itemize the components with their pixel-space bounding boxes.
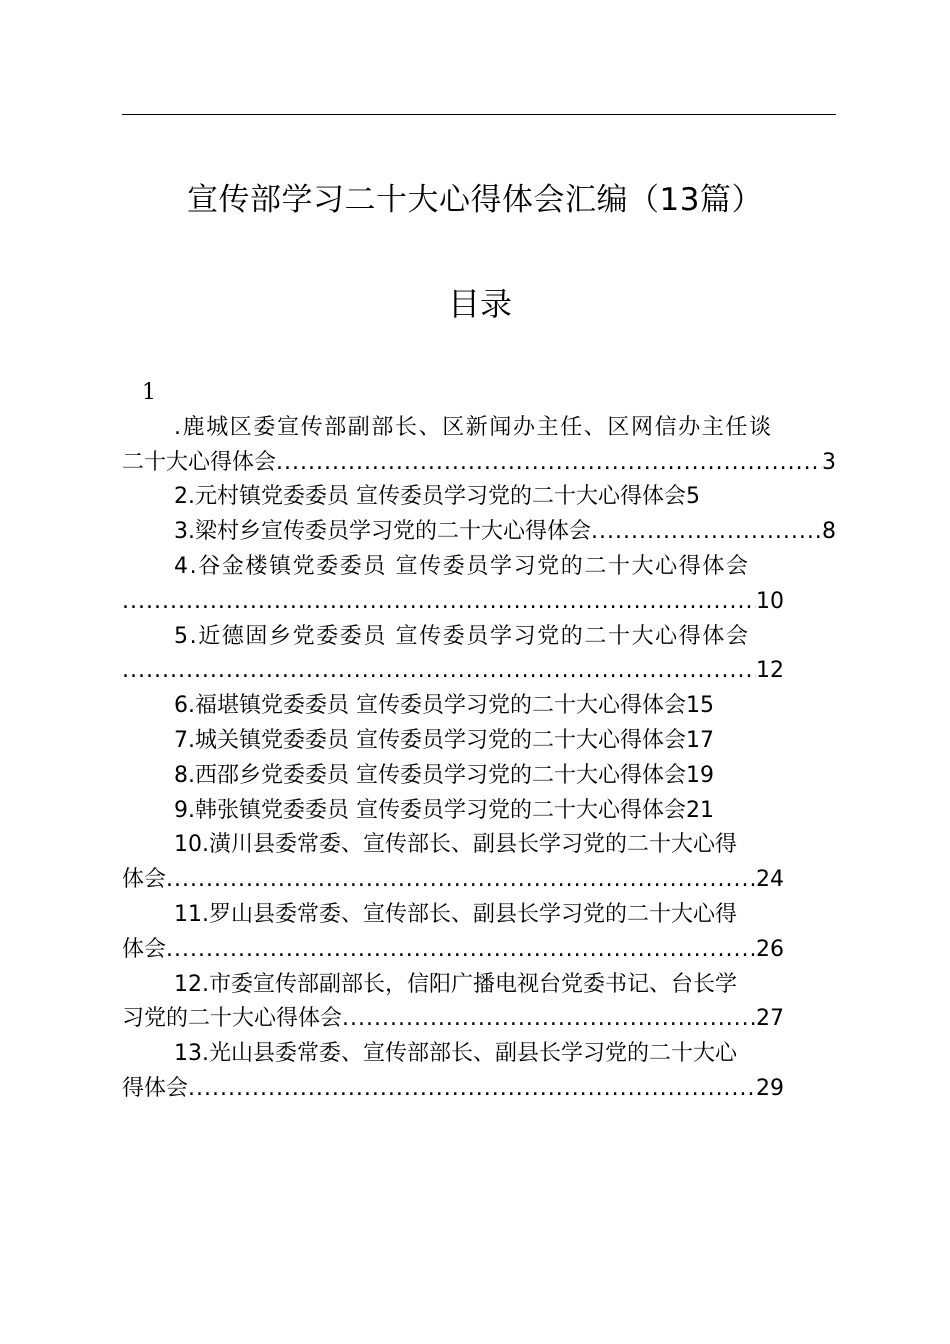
toc-entry-11-page: 26 xyxy=(756,936,784,962)
toc-entry-1-continuation[interactable] xyxy=(122,446,836,481)
toc-entry-6-page: 15 xyxy=(686,693,714,719)
toc-entry-1-title-cont: 二十大心得体会 xyxy=(122,449,277,475)
document-title: 宣传部学习二十大心得体会汇编（13篇） xyxy=(187,182,763,218)
toc-entry-10-title-cont: 体会 xyxy=(122,867,167,893)
toc-entry-1-number: 1 xyxy=(142,380,156,405)
toc-entry-8-title: 8.西邵乡党委委员 宣传委员学习党的二十大心得体会 xyxy=(174,762,686,788)
dot-leader xyxy=(166,863,756,898)
toc-entry-12-title[interactable]: 12.市委宣传部副部长，信阳广播电视台党委书记、台长学 xyxy=(174,971,737,997)
toc-entry-1-title[interactable]: .鹿城区委宣传部副部长、区新闻办主任、区网信办主任谈 xyxy=(174,414,773,440)
toc-entry-11-title-cont: 体会 xyxy=(122,936,167,962)
toc-entry-8[interactable] xyxy=(122,759,836,794)
toc-entry-6-title: 6.福堪镇党委委员 宣传委员学习党的二十大心得体会 xyxy=(174,693,686,719)
toc-entry-10-page: 24 xyxy=(756,867,784,893)
toc-entry-13-title[interactable]: 13.光山县委常委、宣传部部长、副县长学习党的二十大心 xyxy=(174,1041,737,1067)
toc-entry-3-title: 3.梁村乡宣传委员学习党的二十大心得体会 xyxy=(174,519,591,545)
toc-entry-12-page: 27 xyxy=(756,1006,784,1032)
toc-entry-4-title[interactable]: 4.谷金楼镇党委委员 宣传委员学习党的二十大心得体会 xyxy=(174,553,750,579)
dot-leader xyxy=(122,585,756,620)
toc-entry-13-page: 29 xyxy=(756,1075,784,1101)
dot-leader xyxy=(591,515,822,550)
header-rule xyxy=(122,114,836,115)
toc-entry-11-continuation[interactable] xyxy=(122,933,836,968)
toc-entry-9[interactable] xyxy=(122,794,836,829)
toc-entry-13-title-cont: 得体会 xyxy=(122,1075,189,1101)
toc-entry-8-page: 19 xyxy=(686,762,714,788)
toc-entry-11-title[interactable]: 11.罗山县委常委、宣传部长、副县长学习党的二十大心得 xyxy=(174,901,737,927)
dot-leader xyxy=(166,933,756,968)
toc-heading: 目录 xyxy=(447,285,512,323)
toc-entry-6[interactable] xyxy=(122,689,836,724)
toc-entry-5-continuation[interactable] xyxy=(122,654,836,689)
dot-leader xyxy=(342,1002,756,1037)
toc-entry-10-title[interactable]: 10.潢川县委常委、宣传部长、副县长学习党的二十大心得 xyxy=(174,832,737,858)
toc-entry-2[interactable] xyxy=(122,480,836,515)
table-of-contents xyxy=(122,376,836,1107)
toc-entry-4-page: 10 xyxy=(756,588,784,614)
toc-entry-2-page: 5 xyxy=(686,484,700,510)
toc-entry-1-page: 3 xyxy=(822,449,836,475)
toc-entry-9-page: 21 xyxy=(686,797,714,823)
dot-leader xyxy=(122,654,756,689)
toc-entry-7-page: 17 xyxy=(686,727,714,753)
toc-entry-5-page: 12 xyxy=(756,658,784,684)
toc-entry-12-title-cont: 习党的二十大心得体会 xyxy=(122,1006,343,1032)
toc-entry-5-title[interactable]: 5.近德固乡党委委员 宣传委员学习党的二十大心得体会 xyxy=(174,623,750,649)
toc-entry-10-continuation[interactable] xyxy=(122,863,836,898)
toc-entry-9-title: 9.韩张镇党委委员 宣传委员学习党的二十大心得体会 xyxy=(174,797,686,823)
toc-entry-3[interactable] xyxy=(122,515,836,550)
dot-leader xyxy=(276,446,822,481)
toc-entry-4-continuation[interactable] xyxy=(122,585,836,620)
toc-entry-2-title: 2.元村镇党委委员 宣传委员学习党的二十大心得体会 xyxy=(174,484,686,510)
toc-entry-7[interactable] xyxy=(122,724,836,759)
toc-entry-12-continuation[interactable] xyxy=(122,1002,836,1037)
dot-leader xyxy=(188,1072,756,1107)
toc-entry-13-continuation[interactable] xyxy=(122,1072,836,1107)
toc-entry-3-page: 8 xyxy=(822,519,836,545)
toc-entry-7-title: 7.城关镇党委委员 宣传委员学习党的二十大心得体会 xyxy=(174,727,686,753)
